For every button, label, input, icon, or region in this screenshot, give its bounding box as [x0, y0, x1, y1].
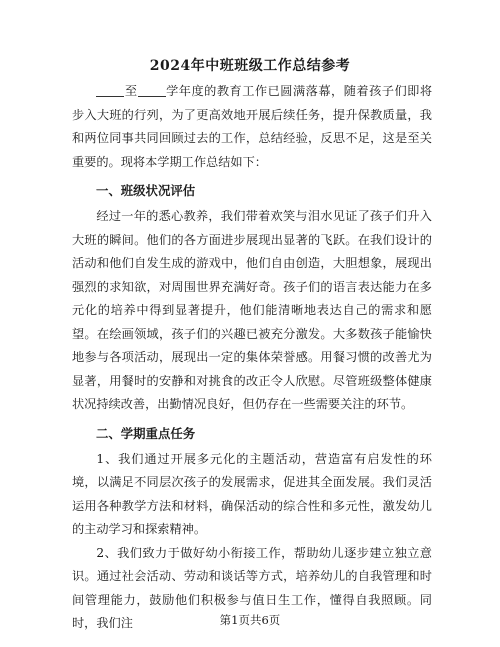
section-paragraph: 2、我们致力于做好幼小衔接工作，帮助幼儿逐步建立独立意识。通过社会活动、劳动和谈话等方式，培养幼儿的自我管理和时间管理能力，鼓励他们积极参与值日生工作，懂得自我照顾。同时，我们注 [72, 545, 432, 630]
blank-underline [138, 82, 166, 97]
section-heading: 二、学期重点任务 [96, 425, 196, 441]
document-body [72, 80, 432, 636]
blank-underline [96, 82, 124, 97]
section-paragraph: 经过一年的悉心教养，我们带着欢笑与泪水见证了孩子们升入大班的瞬间。他们的各方面进步展现出显著的飞跃。在我们设计的活动和他们自发生成的游戏中，他们自由创造，大胆想象，展现出强烈的求知欲，对周围世界充满好奇。孩子们的语言表达能力在多元化的培养中得到显著提升，他们能清晰地表达自己的需求和愿望。在绘画领域，孩子们的兴趣已被充分激发。大多数孩子能愉快地参与各项活动，展现出一定的集体荣誉感。用餐习惯的改善尤为显著，用餐时的安静和对挑食的改正令人欣慰。尽管班级整体健康状况持续改善，出勤情况良好，但仍存在一些需要关注的环节。 [72, 209, 432, 411]
intro-paragraph [72, 80, 432, 174]
intro-text: 学年度的教育工作已圆满落幕，随着孩子们即将步入大班的行列，为了更高效地开展后续任务，提升保教质量，我和两位同事共同回顾过去的工作，总结经验，反思不足，这是至关重要的。现将本学期工作总结如下： [72, 84, 433, 169]
page-footer: 第1页共6页 [219, 613, 281, 627]
intro-connector: 至 [124, 84, 138, 98]
section-heading: 一、班级状况评估 [96, 183, 196, 198]
document-title: 2024年中班班级工作总结参考 [149, 58, 351, 74]
section-paragraph: 1、我们通过开展多元化的主题活动，营造富有启发性的环境，以满足不同层次孩子的发展需求，促进其全面发展。我们灵活运用各种教学方法和材料，确保活动的综合性和多元性，激发幼儿的主动学习和探索精神。 [72, 451, 432, 536]
